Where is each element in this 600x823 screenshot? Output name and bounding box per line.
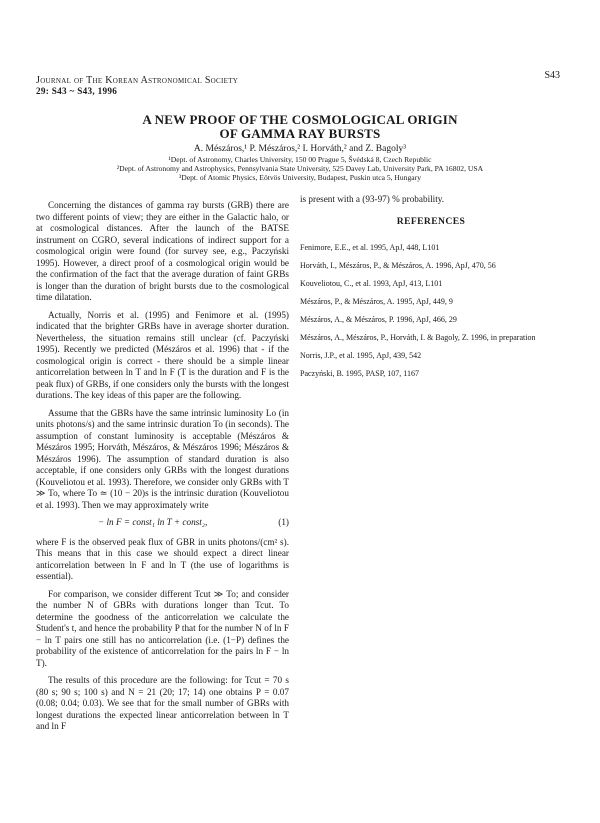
left-column [36, 200, 289, 739]
paragraph-assumption: Assume that the GBRs have the same intrinsic luminosity Lo (in units photons/s) and the same intrinsic duration To (in seconds). The assumption of constant luminosity is acceptable (Mészáros & Mészáros 1995; Horváth, Mészáros, & Mészáros 1996; Mészáros & Mészáros 1996). The assumption of standard duration is also acceptable, if one considers only GRBs with the longest durations (Kouveliotou et al. 1993). Therefore, we consider only GRBs with T ≫ To, where To ≃ (10 − 20)s is the intrinsic duration (Kouveliotou et al. 1993). Then we may approximately write [36, 407, 289, 510]
journal-header [36, 75, 238, 97]
paragraph-results: The results of this procedure are the following: for Tcut = 70 s (80 s; 90 s; 100 s) and N = 21 (20; 17; 14) one obtains P = 0.07 (0.08; 0.04; 0.03). We see that for the small number of GBRs with longest durations the expected linear anticorrelation between ln T and ln F [36, 675, 289, 731]
affiliation-3: ³Dept. of Atomic Physics, Eötvös University, Budapest, Puskin utca 5, Hungary [178, 173, 422, 182]
reference-item: Norris, J.P., et al. 1995, ApJ, 439, 542 [300, 351, 422, 360]
title-line-2: OF GAMMA RAY BURSTS [219, 126, 381, 141]
paper-title [60, 113, 540, 141]
references-heading: REFERENCES [396, 215, 466, 227]
affiliation-1: ¹Dept. of Astronomy, Charles University, 150 00 Prague 5, Švédská 8, Czech Republic [168, 155, 432, 164]
paragraph-comparison: For comparison, we consider different Tcut ≫ To; and consider the number N of GBRs with durations longer than Tcut. To determine the goodness of the anticorrelation we calculate the Student's t, and hence the probability P that for the number N of ln F − ln T pairs one still has no anticorrelation (i.e. (1−P) defines the probability of the existence of anticorrelation for the pairs ln F − ln T). [36, 588, 289, 668]
affiliations [20, 155, 580, 182]
reference-item: Kouveliotou, C., et al. 1993, ApJ, 413, L101 [300, 279, 443, 288]
paragraph-intro: Concerning the distances of gamma ray bursts (GRB) there are two different points of view; they are either in the Galactic halo, or at cosmological distances. After the launch of the BATSE instrument on CGRO, several indications of indirect support for a cosmological origin were found (for survey see, e.g., Paczyński 1995). However, a direct proof of a cosmological origin would be the confirmation of the fact that the average duration of faint GRBs is longer than the duration of bright bursts due to the cosmological time dilatation. [36, 200, 289, 302]
reference-item: Mészáros, P., & Mészáros, A. 1995, ApJ, 449, 9 [300, 297, 453, 306]
title-line-1: A NEW PROOF OF THE COSMOLOGICAL ORIGIN [142, 112, 458, 127]
equation-number: (1) [278, 517, 289, 527]
journal-name: Journal of The Korean Astronomical Society [36, 75, 239, 86]
reference-list [300, 242, 562, 379]
paragraph-norris: Actually, Norris et al. (1995) and Fenimore et al. (1995) indicated that the brighter GRBs have in average shorter duration. Nevertheless, the situation remains still unclear (cf. Paczyński 1995). Recently we predicted (Mészáros et al. 1996) that - if the cosmological origin is correct - there should be a simple linear anticorrelation between ln T and ln F (T is the duration and F is the peak flux) of GRBs, if one considers only the bursts with the longest durations. The key ideas of this paper are the following. [36, 309, 289, 400]
reference-item: Horváth, I., Mészáros, P., & Mészáros, A. 1996, ApJ, 470, 56 [300, 261, 496, 270]
reference-item: Paczyński, B. 1995, PASP, 107, 1167 [300, 369, 419, 378]
page-number: S43 [544, 70, 560, 81]
affiliation-2: ²Dept. of Astronomy and Astrophysics, Pennsylvania State University, 525 Davey Lab, University Park, PA 16802, USA [116, 164, 484, 173]
paragraph-results-continued: is present with a (93-97) % probability. [300, 194, 445, 204]
equation-1 [36, 517, 289, 529]
volume-line: 29: S43 ~ S43, 1996 [36, 86, 118, 96]
reference-item: Mészáros, A., & Mészáros, P. 1996, ApJ, 466, 29 [300, 315, 457, 324]
right-column [300, 194, 562, 386]
reference-item: Mészáros, A., Mészáros, P., Horváth, I. & Bagoly, Z. 1996, in preparation [300, 333, 536, 342]
paragraph-flux: where F is the observed peak flux of GBR in units photons/(cm² s). This means that in this case we should expect a direct linear anticorrelation between ln F and ln T (the use of logarithms is essential). [36, 536, 289, 581]
author-list: A. Mészáros,¹ P. Mészáros,² I. Horváth,² and Z. Bagoly³ [193, 144, 407, 154]
reference-item: Fenimore, E.E., et al. 1995, ApJ, 448, L101 [300, 243, 440, 252]
equation-body: − ln F = const₁ ln T + const₂, [98, 517, 208, 527]
